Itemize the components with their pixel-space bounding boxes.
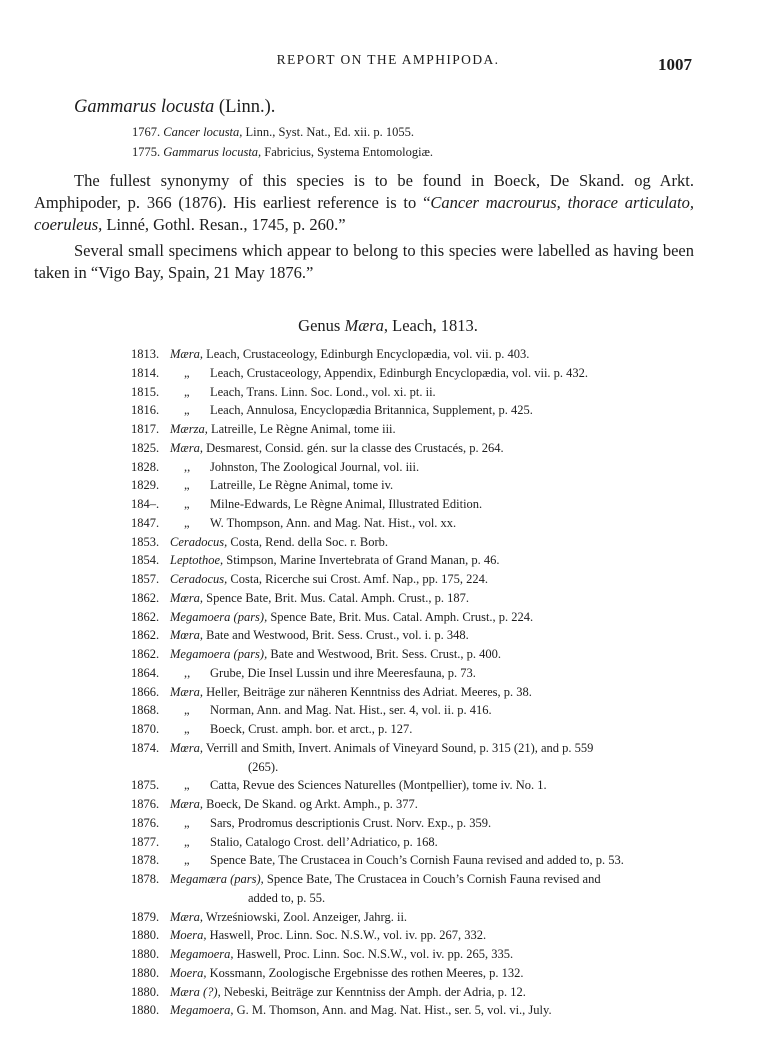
reference-year: 1814. bbox=[131, 365, 160, 380]
synonym-name: Cancer locusta, bbox=[163, 125, 243, 139]
reference-year: 1880. bbox=[131, 965, 160, 980]
specimens-paragraph: Several small specimens which appear to belong to this species were labelled as having been taken in “Vigo Bay, Spain, 21 May 1876.” bbox=[34, 241, 694, 282]
reference-text bbox=[170, 683, 532, 702]
reference-entry bbox=[0, 570, 776, 589]
reference-year: 1853. bbox=[131, 534, 160, 549]
reference-text bbox=[210, 851, 624, 870]
reference-entry bbox=[0, 945, 776, 964]
reference-text bbox=[210, 776, 547, 795]
reference-citation: Norman, Ann. and Mag. Nat. Hist., ser. 4, vol. ii. p. 416. bbox=[210, 703, 492, 718]
reference-year: 1864. bbox=[131, 665, 160, 680]
reference-year: 1876. bbox=[131, 797, 160, 811]
reference-citation: Leach, Crustaceology, Appendix, Edinburgh Encyclopædia, vol. vii. p. 432. bbox=[210, 365, 589, 380]
ditto-mark: „ bbox=[184, 497, 190, 511]
reference-year: 1857. bbox=[131, 572, 160, 586]
reference-genus-name: Megamoera (pars), bbox=[170, 609, 268, 624]
reference-entry bbox=[0, 439, 776, 458]
reference-entry bbox=[0, 814, 776, 833]
reference-entry bbox=[0, 664, 776, 683]
reference-year: 1815. bbox=[131, 384, 160, 399]
reference-entry bbox=[0, 533, 776, 552]
reference-year: 1854. bbox=[131, 553, 160, 568]
reference-text bbox=[170, 551, 499, 570]
synonym-line bbox=[132, 145, 433, 160]
reference-entry bbox=[0, 420, 776, 439]
reference-genus-name: Mæra, bbox=[170, 909, 203, 924]
page-number: 1007 bbox=[658, 55, 692, 74]
reference-citation: Leach, Trans. Linn. Soc. Lond., vol. xi. pt. ii. bbox=[210, 384, 436, 399]
reference-year: 1829. bbox=[131, 478, 160, 493]
reference-year: 1862. bbox=[131, 628, 160, 643]
genus-heading bbox=[0, 316, 776, 336]
reference-entry bbox=[0, 926, 776, 945]
reference-entry bbox=[0, 795, 776, 814]
reference-text bbox=[210, 814, 491, 833]
ditto-mark: „ bbox=[184, 403, 190, 418]
reference-entry bbox=[0, 626, 776, 645]
reference-genus-name: Megamoera, bbox=[170, 947, 234, 961]
reference-genus-name: Megamoera (pars), bbox=[170, 647, 268, 661]
reference-year: 1866. bbox=[131, 684, 160, 699]
reference-year: 1880. bbox=[131, 947, 160, 961]
reference-entry bbox=[0, 589, 776, 608]
ditto-mark: ,, bbox=[184, 459, 191, 474]
reference-citation: Kossmann, Zoologische Ergebnisse des rothen Meeres, p. 132. bbox=[206, 965, 524, 980]
ditto-mark: „ bbox=[184, 384, 190, 399]
ditto-mark: „ bbox=[184, 365, 190, 380]
reference-text bbox=[210, 495, 482, 514]
ditto-mark: „ bbox=[184, 722, 190, 736]
reference-genus-name: Megamoera, bbox=[170, 1003, 234, 1018]
reference-citation: Johnston, The Zoological Journal, vol. iii. bbox=[210, 459, 420, 474]
reference-year: 1868. bbox=[131, 703, 160, 718]
reference-text bbox=[210, 664, 476, 683]
reference-year: 1876. bbox=[131, 815, 160, 830]
reference-citation: Spence Bate, The Crustacea in Couch’s Cornish Fauna revised and added to, p. 53. bbox=[210, 853, 624, 868]
reference-citation: Latreille, Le Règne Animal, tome iv. bbox=[210, 478, 394, 493]
reference-text bbox=[170, 1001, 552, 1020]
reference-genus-name: Moera, bbox=[170, 928, 207, 943]
reference-text bbox=[210, 383, 436, 402]
reference-text bbox=[170, 870, 686, 908]
reference-entry bbox=[0, 983, 776, 1002]
species-name: Gammarus locusta bbox=[74, 97, 215, 117]
reference-year: 1875. bbox=[131, 778, 160, 793]
reference-genus-name: Mæra, bbox=[170, 684, 203, 699]
reference-citation: Haswell, Proc. Linn. Soc. N.S.W., vol. iv. pp. 267, 332. bbox=[206, 928, 487, 943]
reference-citation: Grube, Die Insel Lussin und ihre Meeresfauna, p. 73. bbox=[210, 665, 476, 680]
reference-text bbox=[210, 720, 412, 739]
synonymy-paragraph bbox=[34, 170, 694, 236]
reference-entry bbox=[0, 551, 776, 570]
reference-citation: Stalio, Catalogo Crost. dell’Adriatico, p. 168. bbox=[210, 834, 438, 849]
reference-genus-name: Ceradocus, bbox=[170, 534, 228, 549]
reference-entry bbox=[0, 345, 776, 364]
reference-citation: Spence Bate, The Crustacea in Couch’s Cornish Fauna revised and bbox=[263, 872, 601, 886]
reference-year: 1880. bbox=[131, 1003, 160, 1018]
reference-text bbox=[170, 739, 686, 777]
reference-entry bbox=[0, 458, 776, 477]
reference-year: 1878. bbox=[131, 872, 160, 886]
reference-citation: Spence Bate, Brit. Mus. Catal. Amph. Crust., p. 224. bbox=[267, 609, 534, 624]
reference-text bbox=[210, 476, 393, 495]
reference-year: 1880. bbox=[131, 928, 160, 943]
reference-citation: Wrześniowski, Zool. Anzeiger, Jahrg. ii. bbox=[203, 909, 408, 924]
reference-entry bbox=[0, 870, 776, 908]
reference-citation: Nebeski, Beiträge zur Kenntniss der Amph. der Adria, p. 12. bbox=[220, 984, 526, 999]
paragraph-italic-name: Cancer macrourus, thorace articulato, coeruleus, bbox=[34, 193, 694, 234]
reference-genus-name: Mæra (?), bbox=[170, 984, 221, 999]
reference-text bbox=[170, 626, 469, 645]
reference-text bbox=[170, 926, 486, 945]
reference-genus-name: Megamæra (pars), bbox=[170, 872, 264, 886]
ditto-mark: „ bbox=[184, 515, 190, 530]
reference-text bbox=[170, 945, 513, 964]
reference-entry bbox=[0, 739, 776, 777]
reference-citation: Sars, Prodromus descriptionis Crust. Norv. Exp., p. 359. bbox=[210, 815, 492, 830]
reference-genus-name: Leptothoe, bbox=[170, 553, 224, 568]
reference-year: 1880. bbox=[131, 984, 160, 999]
genus-prefix: Genus bbox=[298, 316, 345, 335]
reference-year: 1862. bbox=[131, 590, 160, 605]
synonym-name: Gammarus locusta, bbox=[163, 145, 262, 159]
reference-citation: Costa, Ricerche sui Crost. Amf. Nap., pp. 175, 224. bbox=[227, 572, 489, 586]
reference-text bbox=[170, 420, 396, 439]
ditto-mark: „ bbox=[184, 853, 190, 868]
reference-genus-name: Mæra, bbox=[170, 797, 203, 811]
reference-text bbox=[210, 833, 438, 852]
reference-year: 1862. bbox=[131, 647, 160, 661]
reference-continuation: added to, p. 55. bbox=[248, 890, 326, 905]
ditto-mark: „ bbox=[184, 778, 190, 793]
reference-citation: Boeck, Crust. amph. bor. et arct., p. 127. bbox=[210, 722, 413, 736]
reference-year: 1816. bbox=[131, 403, 160, 418]
reference-citation: Leach, Annulosa, Encyclopædia Britannica, Supplement, p. 425. bbox=[210, 403, 533, 418]
reference-citation: Stimpson, Marine Invertebrata of Grand Manan, p. 46. bbox=[223, 553, 500, 568]
reference-genus-name: Mœra, bbox=[170, 590, 203, 605]
reference-entry bbox=[0, 833, 776, 852]
reference-text bbox=[210, 701, 492, 720]
reference-citation: Catta, Revue des Sciences Naturelles (Montpellier), tome iv. No. 1. bbox=[210, 778, 547, 793]
reference-citation: Boeck, De Skand. og Arkt. Amph., p. 377. bbox=[203, 797, 418, 811]
synonym-year: 1775. bbox=[132, 145, 161, 159]
reference-year: 1847. bbox=[131, 515, 160, 530]
paragraph-text: The fullest synonymy of this species is to be found in Boeck, De Skand. og Arkt. Amphipoder, p. 366 (1876). His earliest reference is to “ bbox=[34, 171, 694, 212]
ditto-mark: ,, bbox=[184, 665, 191, 680]
reference-entry bbox=[0, 683, 776, 702]
running-title: REPORT ON THE AMPHIPODA. bbox=[276, 52, 500, 67]
reference-entry bbox=[0, 964, 776, 983]
reference-year: 1828. bbox=[131, 459, 160, 474]
reference-text bbox=[170, 439, 504, 458]
synonym-line bbox=[132, 125, 414, 140]
genus-authority: , Leach, 1813. bbox=[383, 316, 478, 335]
reference-entry bbox=[0, 608, 776, 627]
reference-genus-name: Mœra, bbox=[170, 740, 203, 755]
reference-genus-name: Mærza, bbox=[170, 422, 208, 436]
reference-entry bbox=[0, 645, 776, 664]
reference-text bbox=[170, 533, 388, 552]
reference-year: 1817. bbox=[131, 422, 160, 436]
reference-year: 1870. bbox=[131, 722, 160, 736]
reference-year: 1825. bbox=[131, 440, 160, 455]
reference-entry bbox=[0, 720, 776, 739]
reference-text bbox=[170, 570, 488, 589]
ditto-mark: „ bbox=[184, 815, 190, 830]
species-heading bbox=[74, 97, 275, 118]
reference-entry bbox=[0, 908, 776, 927]
reference-text bbox=[170, 795, 418, 814]
reference-citation: Leach, Crustaceology, Edinburgh Encyclopædia, vol. vii. p. 403. bbox=[203, 347, 530, 361]
reference-entry bbox=[0, 514, 776, 533]
reference-year: 1862. bbox=[131, 609, 160, 624]
reference-citation: Milne-Edwards, Le Règne Animal, Illustrated Edition. bbox=[210, 497, 483, 511]
reference-text bbox=[170, 645, 501, 664]
reference-entry bbox=[0, 383, 776, 402]
reference-entry bbox=[0, 364, 776, 383]
reference-genus-name: Moera, bbox=[170, 965, 207, 980]
reference-text bbox=[170, 589, 469, 608]
reference-text bbox=[210, 458, 419, 477]
reference-citation: Costa, Rend. della Soc. r. Borb. bbox=[227, 534, 389, 549]
reference-list bbox=[0, 345, 776, 1020]
reference-entry bbox=[0, 701, 776, 720]
reference-entry bbox=[0, 401, 776, 420]
ditto-mark: „ bbox=[184, 834, 190, 849]
reference-year: 1878. bbox=[131, 853, 160, 868]
genus-name: Mæra bbox=[344, 316, 384, 335]
synonym-citation: Fabricius, Systema Entomologiæ. bbox=[264, 145, 434, 159]
reference-entry bbox=[0, 851, 776, 870]
reference-year: 1877. bbox=[131, 834, 160, 849]
reference-text bbox=[170, 608, 533, 627]
reference-continuation: (265). bbox=[248, 759, 279, 774]
reference-genus-name: Mæra, bbox=[170, 347, 203, 361]
reference-text bbox=[170, 964, 524, 983]
synonym-citation: Linn., Syst. Nat., Ed. xii. p. 1055. bbox=[245, 125, 414, 139]
reference-text bbox=[170, 345, 529, 364]
reference-text bbox=[170, 908, 407, 927]
reference-text bbox=[210, 401, 533, 420]
reference-genus-name: Mæra, bbox=[170, 440, 203, 455]
reference-entry bbox=[0, 776, 776, 795]
reference-citation: G. M. Thomson, Ann. and Mag. Nat. Hist., ser. 5, vol. vi., July. bbox=[233, 1003, 552, 1018]
reference-genus-name: Ceradocus, bbox=[170, 572, 228, 586]
reference-citation: W. Thompson, Ann. and Mag. Nat. Hist., vol. xx. bbox=[210, 515, 457, 530]
reference-year: 1879. bbox=[131, 909, 160, 924]
paragraph-text: Linné, Gothl. Resan., 1745, p. 260.” bbox=[102, 215, 346, 234]
reference-entry bbox=[0, 476, 776, 495]
reference-citation: Bate and Westwood, Brit. Sess. Crust., p. 400. bbox=[267, 647, 502, 661]
reference-year: 1874. bbox=[131, 740, 160, 755]
synonym-year: 1767. bbox=[132, 125, 161, 139]
reference-entry bbox=[0, 1001, 776, 1020]
ditto-mark: „ bbox=[184, 478, 190, 493]
species-author: (Linn.). bbox=[218, 97, 276, 117]
reference-citation: Heller, Beiträge zur näheren Kenntniss des Adriat. Meeres, p. 38. bbox=[203, 684, 532, 699]
reference-genus-name: Mœra, bbox=[170, 628, 203, 643]
reference-text bbox=[210, 514, 456, 533]
reference-citation: Spence Bate, Brit. Mus. Catal. Amph. Crust., p. 187. bbox=[203, 590, 469, 605]
reference-citation: Desmarest, Consid. gén. sur la classe des Crustacés, p. 264. bbox=[203, 440, 504, 455]
reference-citation: Haswell, Proc. Linn. Soc. N.S.W., vol. iv. pp. 265, 335. bbox=[233, 947, 514, 961]
reference-text bbox=[210, 364, 588, 383]
reference-citation: Latreille, Le Règne Animal, tome iii. bbox=[207, 422, 396, 436]
reference-entry bbox=[0, 495, 776, 514]
ditto-mark: „ bbox=[184, 703, 190, 718]
reference-text bbox=[170, 983, 526, 1002]
reference-citation: Bate and Westwood, Brit. Sess. Crust., vol. i. p. 348. bbox=[203, 628, 469, 643]
reference-citation: Verrill and Smith, Invert. Animals of Vineyard Sound, p. 315 (21), and p. 559 bbox=[203, 740, 594, 755]
reference-year: 1813. bbox=[131, 347, 160, 361]
reference-year: 184–. bbox=[131, 497, 160, 511]
